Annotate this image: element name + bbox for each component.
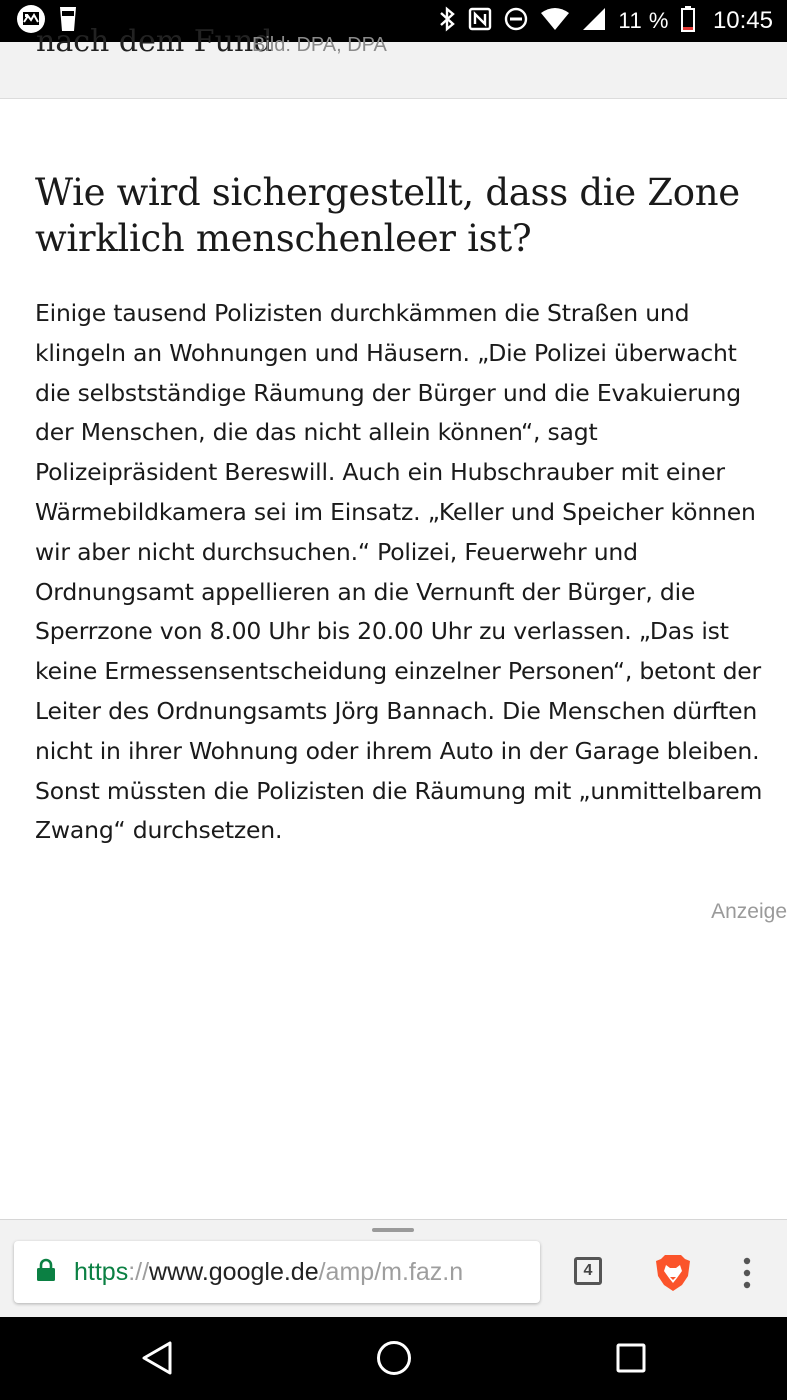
overflow-menu-icon[interactable] — [738, 1257, 756, 1293]
image-caption-strip — [0, 24, 787, 99]
url-separator: :// — [128, 1257, 150, 1286]
do-not-disturb-icon — [504, 7, 528, 35]
home-icon[interactable] — [375, 1339, 413, 1381]
image-credit: Bild: DPA, DPA — [252, 34, 387, 56]
cell-signal-icon — [582, 7, 606, 35]
url-path: /amp/m.faz.n — [318, 1257, 464, 1286]
url-scheme: https — [74, 1257, 129, 1286]
section-heading: Wie wird sichergestellt, dass die Zone wirklich menschenleer ist? — [35, 171, 740, 260]
browser-toolbar — [0, 1219, 787, 1318]
article-paragraph: Einige tausend Polizisten durchkämmen die Straßen und klingeln an Wohnungen und Häusern. „Die Polizei überwacht die selbstständige Räumung der Bürger und die Evakuierung der Menschen, die das nicht allein können“, sagt Polizeipräsident Bereswill. Auch ein Hubschrauber mit einer Wärmebildkamera sei im Einsatz. „Keller und Speicher können wir aber nicht durchsuchen.“ Polizei, Feuerwehr und Ordnungsamt appellieren an die Vernunft der Bürger, die Sperrzone von 8.00 Uhr bis 20.00 Uhr zu verlassen. „Das ist keine Ermessensentscheidung einzelner Personen“, betont der Leiter des Ordnungsamts Jörg Bannach. Die Menschen dürften nicht in ihrer Wohnung oder ihrem Auto in der Garage bleiben. Sonst müssten die Polizisten die Räumung mit „unmittelbarem Zwang“ durchsetzen. — [35, 299, 763, 845]
tab-switcher-icon[interactable] — [574, 1257, 602, 1285]
wifi-icon — [540, 7, 570, 35]
bluetooth-icon — [438, 6, 456, 36]
nfc-icon — [468, 7, 492, 35]
url-text[interactable] — [74, 1258, 524, 1287]
brave-lion-icon[interactable] — [655, 1254, 691, 1296]
recents-icon[interactable] — [614, 1339, 648, 1381]
battery-low-icon — [681, 6, 695, 36]
url-bar[interactable] — [14, 1241, 540, 1303]
back-icon[interactable] — [140, 1339, 174, 1381]
battery-percent: 11 % — [618, 8, 669, 33]
system-navigation-bar — [0, 1317, 787, 1400]
toolbar-drag-handle[interactable] — [372, 1228, 414, 1232]
image-caption: nach dem Fund — [36, 24, 273, 59]
url-host: www.google.de — [149, 1257, 319, 1286]
tab-count: 4 — [583, 1262, 593, 1279]
ad-label: Anzeige — [711, 900, 787, 923]
clock: 10:45 — [712, 7, 773, 34]
lock-icon — [36, 1258, 56, 1286]
